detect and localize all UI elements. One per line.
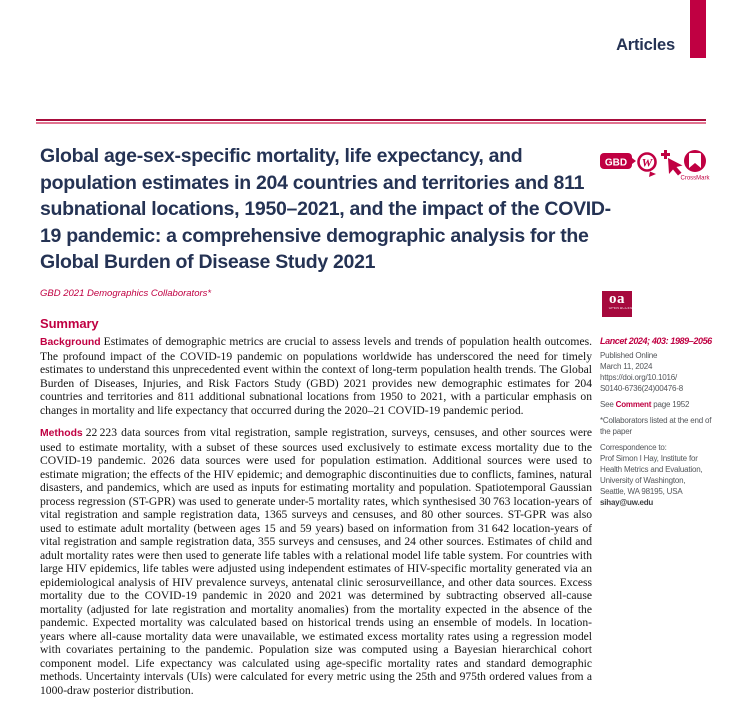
see-comment-pre: See bbox=[600, 400, 616, 409]
gbd-badge-icon[interactable] bbox=[600, 153, 636, 169]
correspondence-label: Correspondence to: bbox=[600, 443, 667, 452]
divider-light-line bbox=[36, 122, 706, 124]
summary-section bbox=[40, 316, 592, 697]
published-date-line: March 11, 2024 bbox=[600, 362, 653, 371]
article-title: Global age-sex-specific mortality, life expectancy, and population estimates in 204 countries and territories and 811 subnational locations, 1950–2021, and the impact of the COVID-19 pandemic: a comprehensive demographic analysis for the Global Burden of Disease Study 2021 bbox=[40, 145, 611, 273]
header-divider bbox=[36, 119, 706, 124]
crossmark-icon[interactable] bbox=[680, 150, 710, 182]
published-online-line: Published Online bbox=[600, 351, 658, 360]
correspondence-city: Seattle, WA 98195, USA bbox=[600, 487, 683, 496]
collaborators-note: *Collaborators listed at the end of the paper bbox=[600, 416, 712, 436]
open-access-caption: OPEN ACCESS bbox=[608, 307, 635, 311]
gbd-badge-label: GBD bbox=[604, 157, 628, 169]
see-comment-line bbox=[600, 399, 716, 410]
background-paragraph bbox=[40, 335, 592, 417]
background-text: Estimates of demographic metrics are crucial to assess levels and trends of population health outcomes. The profound impact of the COVID-19 pandemic on populations worldwide has underscored the need for timely estimates to understand this unprecedented event within the context of long-term population health trends. The Global Burden of Diseases, Injuries, and Risk Factors Study (GBD) 2021 provides new demographic estimates for 204 countries and territories and 811 additional subnational locations from 1950 to 2021, with a particular emphasis on changes in mortality and life expectancy that occurred during the 2020–21 COVID-19 pandemic period. bbox=[40, 335, 592, 417]
sidebar-metadata bbox=[600, 336, 716, 508]
correspondence-email[interactable]: sihay@uw.edu bbox=[600, 498, 654, 507]
section-label: Articles bbox=[616, 36, 675, 54]
doi-link-line-1[interactable]: https://doi.org/10.1016/ bbox=[600, 373, 678, 382]
background-label: Background bbox=[40, 337, 101, 348]
open-access-badge bbox=[602, 291, 635, 317]
methods-text: 22 223 data sources from vital registration, sample registration, surveys, censuses, and other sources were used to estimate mortality, with a subset of these sources used exclusively to estimate excess mortality due to the COVID-19 pandemic. 2026 data sources were used for population estimation. Additional sources were used to estimate migration; the effects of the HIV epidemic; and demographic discontinuities due to conflicts, famines, natural disasters, and pandemics, which are used as inputs for estimating mortality and population. Spatiotemporal Gaussian process regression (ST-GPR) was used to generate under-5 mortality rates, which synthesised 30 763 location-years of vital registration and sample registration data, 1365 surveys and censuses, and 80 other sources. ST-GPR was also used to estimate adult mortality (between ages 15 and 59 years) based on information from 31 642 location-years of vital registration and sample registration data, 355 surveys and censuses, and 24 other sources. Estimates of child and adult mortality rates were then used to generate life tables with a relational model life table system. For countries with large HIV epidemics, life tables were adjusted using independent estimates of HIV-specific mortality generated via an epidemiological analysis of HIV prevalence surveys, antenatal clinic serosurveillance, and other data sources. Excess mortality due to the COVID-19 pandemic in 2020 and 2021 was determined by subtracting observed all-cause mortality (adjusted for late registration and mortality anomalies) from the mortality expected in the absence of the pandemic. Expected mortality was calculated based on historical trends using an ensemble of models. In location-years where all-cause mortality data were unavailable, we estimated excess mortality rates using a regression model with covariates pertaining to the pandemic. Population size was computed using a Bayesian hierarchical cohort component model. Life expectancy was calculated using age-specific mortality rates and standard demographic methods. Uncertainty intervals (UIs) were calculated for every metric using the 25th and 975th ordered values from a 1000-draw posterior distribution. bbox=[40, 426, 592, 697]
doi-link-line-2[interactable]: S0140-6736(24)00476-8 bbox=[600, 384, 683, 393]
crossmark-label: CrossMark bbox=[680, 175, 710, 182]
authors-line: GBD 2021 Demographics Collaborators* bbox=[40, 288, 212, 299]
correspondence-block bbox=[600, 442, 716, 508]
correspondence-university: University of Washington, bbox=[600, 476, 686, 485]
correspondence-name: Prof Simon I Hay, Institute for bbox=[600, 454, 698, 463]
open-access-abbr: oa bbox=[609, 291, 625, 307]
web-appendix-icon[interactable] bbox=[639, 154, 657, 178]
web-appendix-letter: W bbox=[641, 155, 653, 170]
methods-label: Methods bbox=[40, 428, 83, 439]
summary-heading: Summary bbox=[40, 316, 99, 331]
correspondence-institute: Health Metrics and Evaluation, bbox=[600, 465, 703, 474]
cursor-plus-icon bbox=[661, 150, 683, 176]
citation: Lancet 2024; 403: 1989–2056 bbox=[600, 336, 712, 346]
comment-link[interactable]: Comment bbox=[615, 400, 652, 409]
methods-paragraph bbox=[40, 426, 592, 697]
see-comment-post: page 1952 bbox=[651, 400, 690, 409]
badge-icon-row bbox=[600, 146, 710, 191]
header-red-bar bbox=[690, 0, 706, 58]
